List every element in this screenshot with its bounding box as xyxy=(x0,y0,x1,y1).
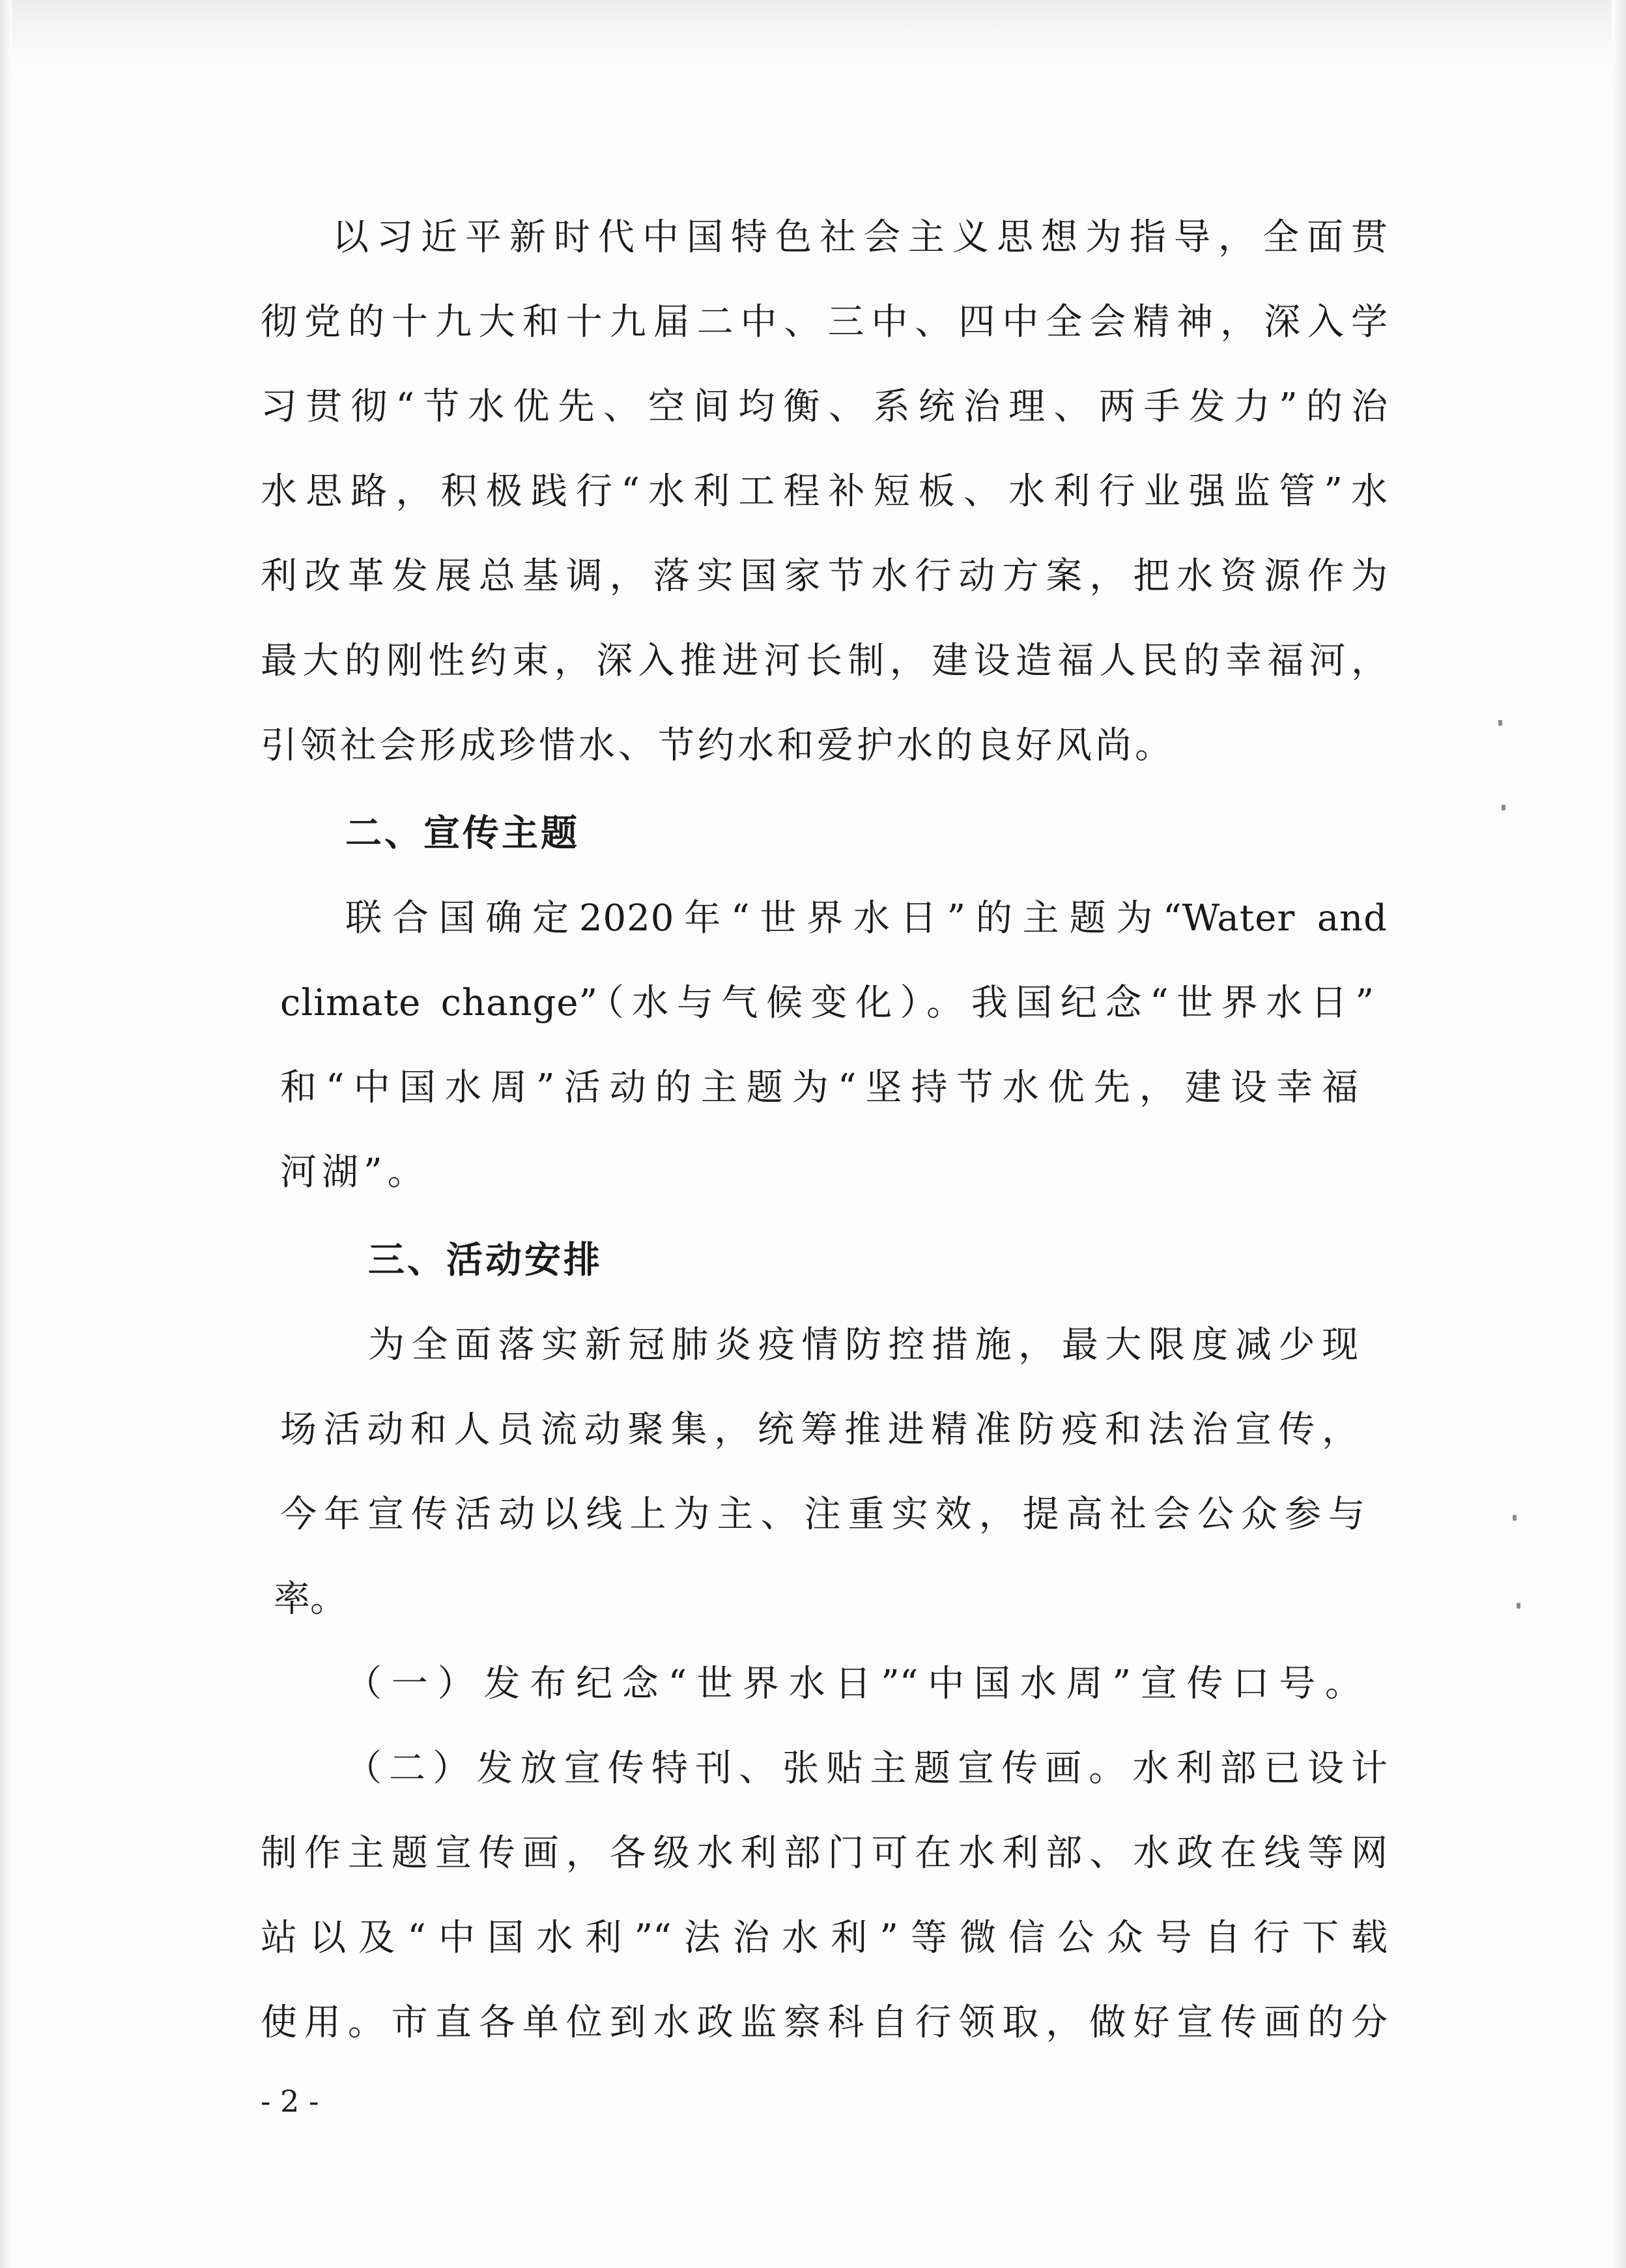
scan-shadow-top xyxy=(0,0,1626,85)
paragraph-line: 和“中国水周”活动的主题为“坚持节水优先，建设幸福 xyxy=(280,1067,1358,1109)
page-number: - 2 - xyxy=(261,2084,319,2119)
section-heading: 二、宣传主题 xyxy=(345,812,580,855)
paragraph-line: 习贯彻“节水优先、空间均衡、系统治理、两手发力”的治 xyxy=(261,386,1388,428)
paragraph-line: （一）发布纪念“世界水日”“中国水周”宣传口号。 xyxy=(345,1663,1362,1705)
scan-speck xyxy=(1517,1603,1520,1609)
scan-speck xyxy=(1502,805,1505,811)
paragraph-line: 河湖”。 xyxy=(280,1151,429,1194)
paragraph-line: 场活动和人员流动聚集，统筹推进精准防疫和法治宣传， xyxy=(280,1409,1358,1451)
paragraph-line: 引领社会形成珍惜水、节约水和爱护水的良好风尚。 xyxy=(261,725,1175,767)
paragraph-line: 使用。市直各单位到水政监察科自行领取，做好宣传画的分 xyxy=(261,2002,1388,2044)
paragraph-line: 站以及“中国水利”“法治水利”等微信公众号自行下载 xyxy=(261,1917,1388,1959)
scan-speck xyxy=(1513,1515,1517,1521)
scan-shadow-right xyxy=(1612,0,1626,2268)
paragraph-line: climate change”（水与气候变化）。我国纪念“世界水日” xyxy=(280,982,1375,1024)
paragraph-line: 彻党的十九大和十九届二中、三中、四中全会精神，深入学 xyxy=(261,301,1388,343)
paragraph-line: （二）发放宣传特刊、张贴主题宣传画。水利部已设计 xyxy=(345,1747,1388,1790)
paragraph-line: 水思路，积极践行“水利工程补短板、水利行业强监管”水 xyxy=(261,470,1388,513)
section-heading: 三、活动安排 xyxy=(368,1239,603,1282)
paragraph-line: 率。 xyxy=(274,1578,347,1620)
paragraph-line: 为全面落实新冠肺炎疫情防控措施，最大限度减少现 xyxy=(368,1324,1358,1366)
scan-speck xyxy=(1498,720,1502,726)
scan-shadow-left xyxy=(0,0,12,2268)
paragraph-line: 最大的刚性约束，深入推进河长制，建设造福人民的幸福河， xyxy=(261,640,1388,682)
paragraph-line: 联合国确定2020年“世界水日”的主题为“Water and xyxy=(345,897,1388,940)
paragraph-line: 今年宣传活动以线上为主、注重实效，提高社会公众参与 xyxy=(280,1493,1365,1536)
paragraph-line: 以习近平新时代中国特色社会主义思想为指导，全面贯 xyxy=(332,216,1388,259)
paragraph-line: 利改革发展总基调，落实国家节水行动方案，把水资源作为 xyxy=(261,555,1388,597)
paragraph-line: 制作主题宣传画，各级水利部门可在水利部、水政在线等网 xyxy=(261,1832,1388,1874)
